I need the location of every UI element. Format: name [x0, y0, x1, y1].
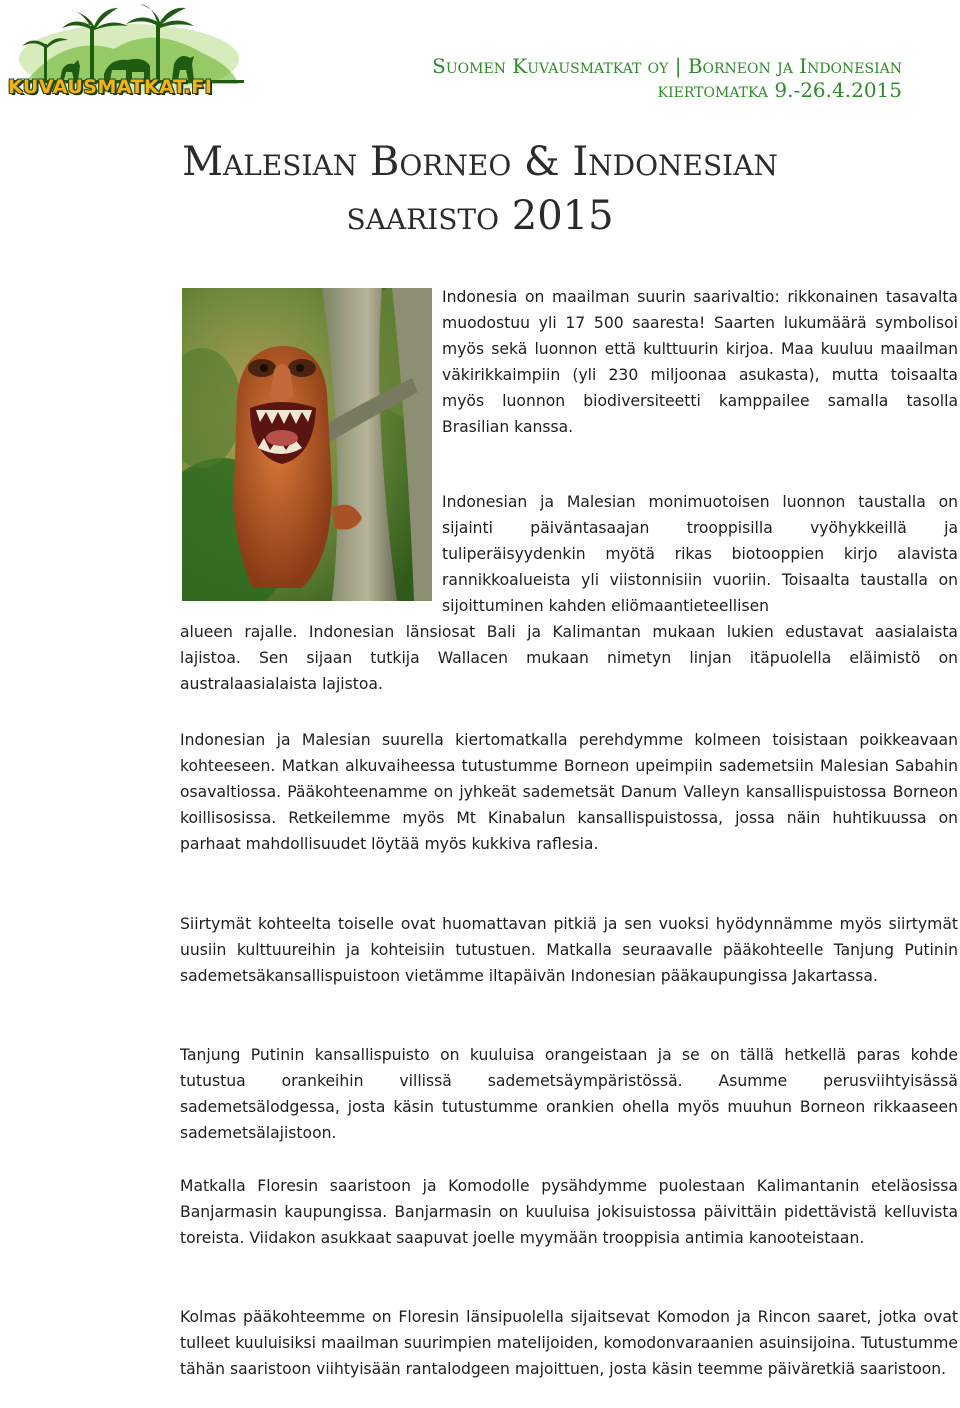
nature-paragraph [180, 489, 958, 697]
nature-paragraph-indented: Indonesian ja Malesian monimuotoisen luonnon taustalla on sijainti päiväntasaajan trooppisilla vyöhykkeillä ja tuliperäisyydenkin myötä rikas biotooppien kirjo alavista rannikkoalueista yli viistonnisiin vuoriin. Toisaalta taustalla on sijoittuminen kahden eliömaantieteellisen [442, 493, 958, 615]
itinerary-paragraph-banjarmasin: Matkalla Floresin saaristoon ja Komodolle pysähdymme puolestaan Kalimantanin eteläosissa Banjarmasin kaupungissa. Banjarmasin on kuuluisa jokisuistossa päivittäin pidettävistä kelluvista toreista. Viidakon asukkaat saapuvat joelle myymään trooppisia antimia kanooteistaan. [180, 1177, 958, 1247]
logo-wordmark: KUVAUSMATKAT.FI [8, 76, 213, 98]
intro-paragraph: Indonesia on maailman suurin saarivaltio: rikkonainen tasavalta muodostuu yli 17 500 saaresta! Saarten lukumäärä symbolisoi myös sekä luonnon että kulttuurin kirjoa. Maa kuuluu maailman väkirikkaimpiin (yli 230 miljoonaa asukasta), mutta toisaalta myös luonnon biodiversiteetti kamppailee samalla tasolla Brasilian kanssa. [442, 288, 958, 436]
itinerary-paragraph-komodo: Kolmas pääkohteemme on Floresin länsipuolella sijaitsevat Komodon ja Rincon saaret, jotka ovat tulleet kuuluisiksi maailman suurimpien matelijoiden, komodonvaraanien asuinsijoina. Tutustumme tähän saaristoon viihtyisään rantalodgeen majoittuen, josta käsin teemme päiväretkiä saaristoon. [180, 1308, 958, 1378]
itinerary-paragraph-sabah: Indonesian ja Malesian suurella kiertomatkalla perehdymme kolmeen toisistaan poikkeavaan kohteeseen. Matkan alkuvaiheessa tutustumme Borneon upeimpiin sademetsiin Malesian Sabahin osavaltiossa. Pääkohteenamme on jyhkeät sademetsät Danum Valleyn kansallispuistossa Borneon koillisosissa. Retkeilemme myös Mt Kinabalun kansallispuistossa, jossa näin huhtikuussa on parhaat mahdollisuudet löytää myös kukkiva raflesia. [180, 731, 958, 853]
itinerary-paragraph-tanjung-putin: Tanjung Putinin kansallispuisto on kuuluisa orangeistaan ja se on tällä hetkellä paras kohde tutustua orankeihin villissä sademetsäympäristössä. Asumme perusviihtyisässä sademetsälodgessa, josta käsin tutustumme orankien ohella myös muuhun Borneon rikkaaseen sademetsälajistoon. [180, 1046, 958, 1142]
page-title-line1: Malesian Borneo & Indonesian [182, 139, 778, 185]
page-title-line2: saaristo 2015 [346, 193, 614, 239]
header-company-line: Suomen Kuvausmatkat oy | Borneon ja Indonesian [432, 54, 902, 78]
header-tour-line: kiertomatka 9.-26.4.2015 [657, 78, 902, 102]
company-logo[interactable] [4, 4, 250, 104]
itinerary-paragraph-transfers: Siirtymät kohteelta toiselle ovat huomattavan pitkiä ja sen vuoksi hyödynnämme myös siirtymät uusiin kulttuureihin ja kohteisiin tutustuen. Matkalla seuraavalle pääkohteelle Tanjung Putinin sademetsäkansallispuistoon vietämme iltapäivän Indonesian pääkaupungissa Jakartassa. [180, 915, 958, 985]
nature-paragraph-continued: alueen rajalle. Indonesian länsiosat Bali ja Kalimantan mukaan lukien edustavat aasialaista lajistoa. Sen sijaan tutkija Wallacen mukaan nimetyn linjan itäpuolella eläimistö on australaasialaista lajistoa. [180, 623, 958, 693]
